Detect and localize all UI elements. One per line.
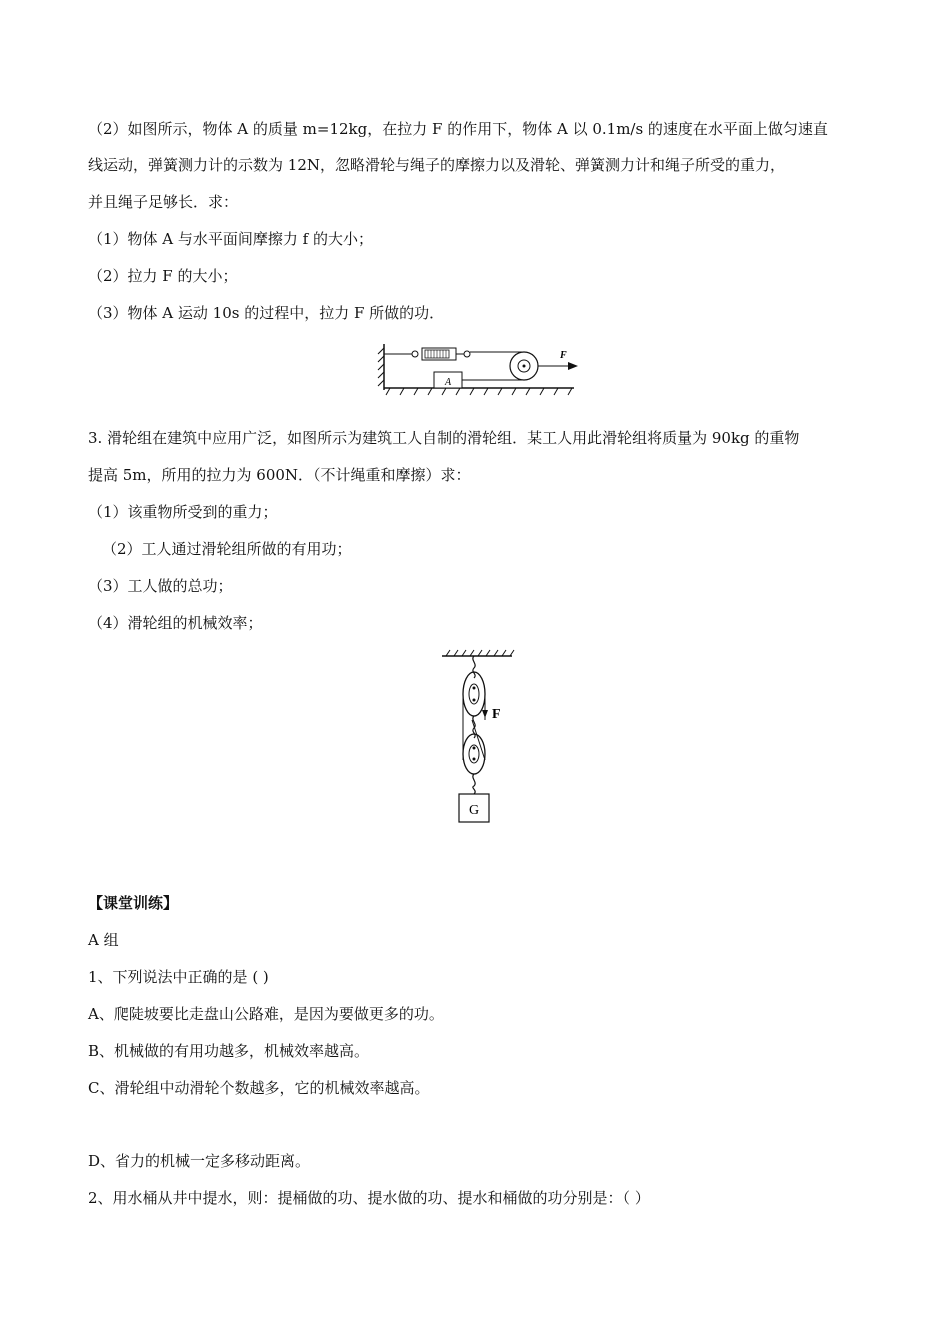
problem3-question4: （4）滑轮组的机械效率； (88, 614, 263, 632)
option-a: A、爬陡坡要比走盘山公路难，是因为要做更多的功。 (88, 1005, 444, 1023)
problem3-question2: （2）工人通过滑轮组所做的有用功； (102, 540, 352, 558)
question1: 1、下列说法中正确的是 ( ) (88, 968, 269, 986)
block-a-label: A (444, 377, 452, 388)
option-b: B、机械做的有用功越多，机械效率越高。 (88, 1042, 370, 1060)
option-c: C、滑轮组中动滑轮个数越多，它的机械效率越高。 (88, 1079, 430, 1097)
problem2-line3: 并且绳子足够长．求： (88, 193, 239, 211)
pulley-spring-scale-figure (374, 340, 584, 398)
problem3-line2: 提高 5m，所用的拉力为 600N．（不计绳重和摩擦）求： (88, 466, 471, 484)
problem2-line2: 线运动，弹簧测力计的示数为 12N，忽略滑轮与绳子的摩擦力以及滑轮、弹簧测力计和绳子所受的重力， (88, 156, 785, 174)
force-f-label: F (560, 350, 567, 361)
problem2-question3: （3）物体 A 运动 10s 的过程中，拉力 F 所做的功． (88, 304, 445, 322)
problem2-question2: （2）拉力 F 的大小； (88, 267, 238, 285)
problem3-line1: 3. 滑轮组在建筑中应用广泛，如图所示为建筑工人自制的滑轮组．某工人用此滑轮组将质量为 90kg 的重物 (88, 429, 800, 447)
group-label: A 组 (88, 931, 119, 949)
problem3-question1: （1）该重物所受到的重力； (88, 503, 278, 521)
question2: 2、用水桶从井中提水，则：提桶做的功、提水做的功、提水和桶做的功分别是：（ ） (88, 1189, 650, 1207)
problem2-line1: （2）如图所示，物体 A 的质量 m=12kg，在拉力 F 的作用下，物体 A 以 0.1m/s 的速度在水平面上做匀速直 (88, 120, 828, 138)
section-heading: 【课堂训练】 (88, 894, 179, 912)
pulley-block-figure (436, 648, 518, 828)
problem3-question3: （3）工人做的总功； (88, 577, 233, 595)
load-g-label: G (468, 803, 480, 818)
option-d: D、省力的机械一定多移动距离。 (88, 1152, 311, 1170)
force-f-label: F (492, 707, 501, 722)
problem2-question1: （1）物体 A 与水平面间摩擦力 f 的大小； (88, 230, 374, 248)
